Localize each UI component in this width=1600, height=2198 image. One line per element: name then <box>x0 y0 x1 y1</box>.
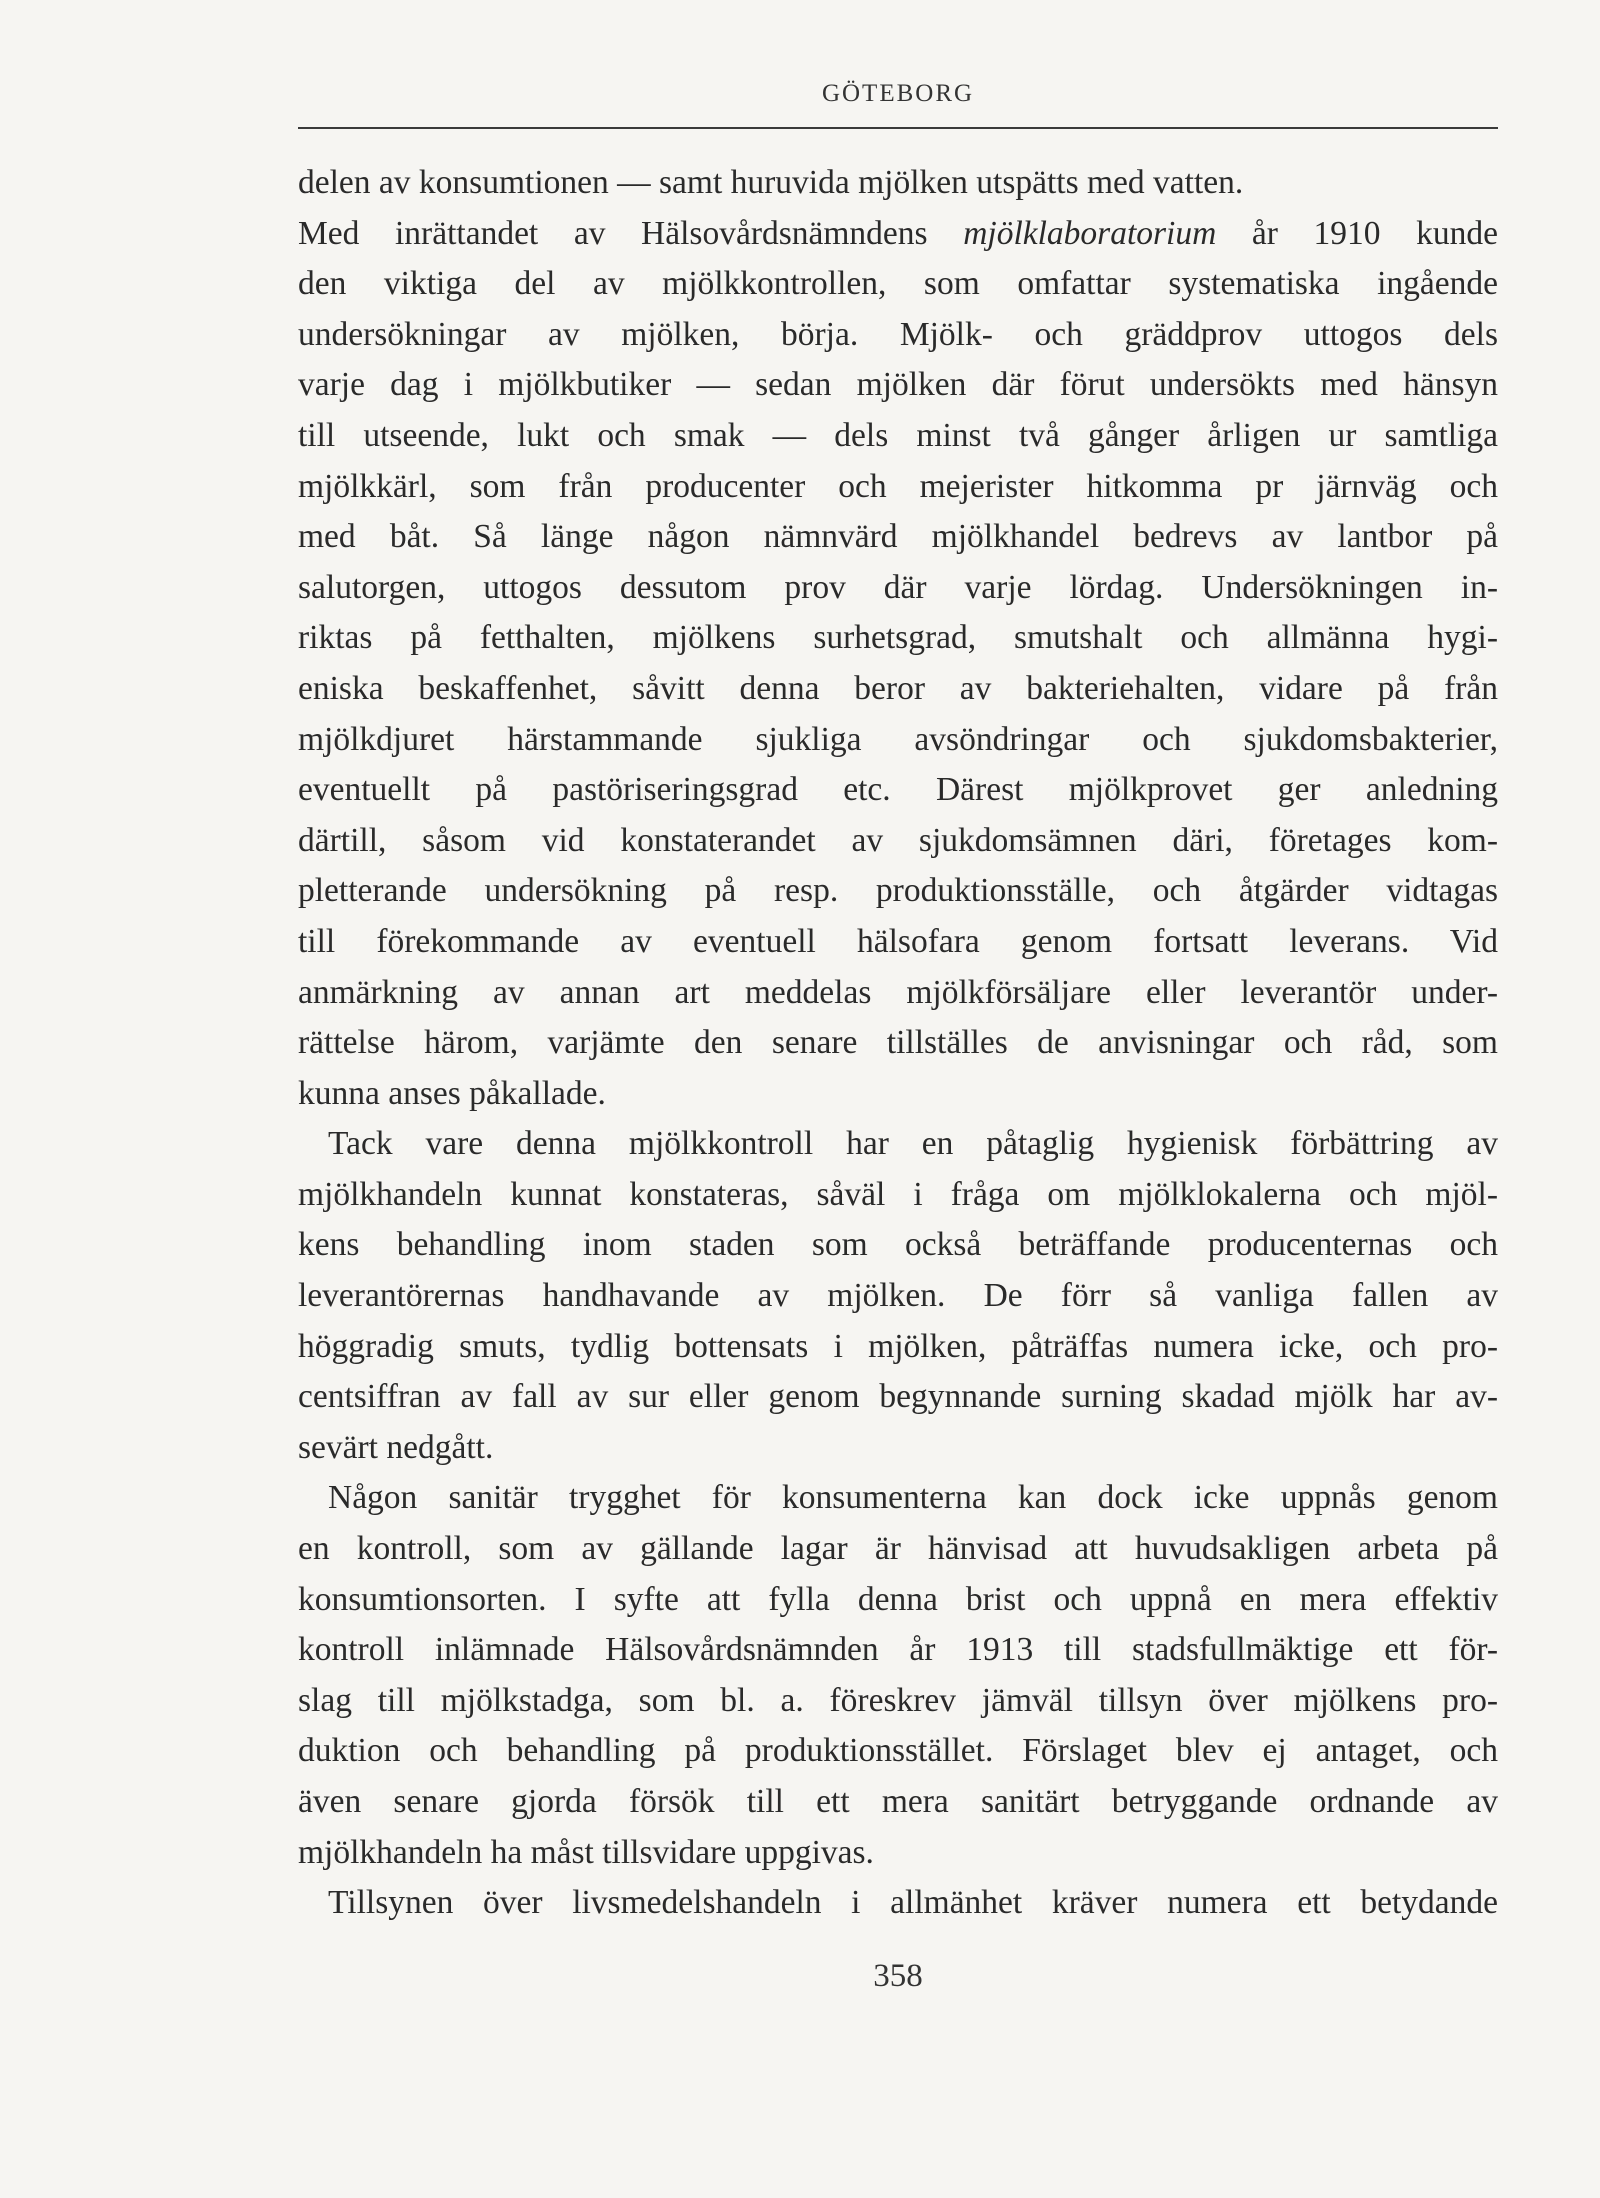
text-line: höggradig smuts, tydlig bottensats i mjölken, påträffas numera icke, och pro- <box>298 1327 1498 1365</box>
text-line: slag till mjölkstadga, som bl. a. föreskrev jämväl tillsyn över mjölkens pro- <box>298 1681 1498 1719</box>
text-line: mjölkkärl, som från producenter och mejerister hitkomma pr järnväg och <box>298 467 1498 505</box>
text-line: rättelse härom, varjämte den senare tillställes de anvisningar och råd, som <box>298 1024 1498 1062</box>
text-line: med båt. Så länge någon nämnvärd mjölkhandel bedrevs av lantbor på <box>298 518 1498 556</box>
text-line: leverantörernas handhavande av mjölken. De förr så vanliga fallen av <box>298 1277 1498 1315</box>
text-line: salutorgen, uttogos dessutom prov där varje lördag. Undersökningen in- <box>298 568 1498 606</box>
text-line: även senare gjorda försök till ett mera sanitärt betryggande ordnande av <box>298 1783 1498 1820</box>
text-segment: Med inrättandet av Hälsovårdsnämndens <box>298 214 964 252</box>
text-line: centsiffran av fall av sur eller genom begynnande surning skadad mjölk har av- <box>298 1378 1498 1416</box>
text-line: till förekommande av eventuell hälsofara genom fortsatt leverans. Vid <box>298 922 1498 960</box>
text-line: kontroll inlämnade Hälsovårdsnämnden år 1913 till stadsfullmäktige ett för- <box>298 1631 1498 1669</box>
header-rule <box>298 127 1498 129</box>
text-line: pletterande undersökning på resp. produktionsställe, och åtgärder vidtagas <box>298 872 1498 910</box>
text-segment: år 1910 kunde <box>1216 214 1498 252</box>
text-line: mjölkdjuret härstammande sjukliga avsöndringar och sjukdomsbakterier, <box>298 720 1498 758</box>
italic-term: mjölklaboratorium <box>963 214 1217 252</box>
text-line: kunna anses påkallade. <box>298 1074 606 1112</box>
text-line: konsumtionsorten. I syfte att fylla denna brist och uppnå en mera effektiv <box>298 1580 1498 1618</box>
text-line: till utseende, lukt och smak — dels minst två gånger årligen ur samtliga <box>298 416 1498 454</box>
text-line: kens behandling inom staden som också beträffande producenternas och <box>298 1226 1498 1264</box>
text-line: eventuellt på pastöriseringsgrad etc. Därest mjölkprovet ger anledning <box>298 771 1498 809</box>
page-number-text: 358 <box>873 1958 923 1994</box>
text-line: Någon sanitär trygghet för konsumenterna kan dock icke uppnås genom <box>328 1479 1498 1517</box>
text-line <box>298 209 1498 260</box>
text-line: undersökningar av mjölken, börja. Mjölk- och gräddprov uttogos dels <box>298 315 1498 353</box>
text-line: en kontroll, som av gällande lagar är hänvisad att huvudsakligen arbeta på <box>298 1530 1498 1568</box>
text-line: Tillsynen över livsmedelshandeln i allmänhet kräver numera ett betydande <box>328 1884 1498 1922</box>
text-line: varje dag i mjölkbutiker — sedan mjölken där förut undersökts med hänsyn <box>298 366 1498 404</box>
text-line: duktion och behandling på produktionsstället. Förslaget blev ej antaget, och <box>298 1732 1498 1770</box>
text-line: mjölkhandeln kunnat konstateras, såväl i fråga om mjölklokalerna och mjöl- <box>298 1175 1498 1213</box>
text-line: eniska beskaffenhet, såvitt denna beror av bakteriehalten, vidare på från <box>298 669 1498 707</box>
text-line: riktas på fetthalten, mjölkens surhetsgrad, smutshalt och allmänna hygi- <box>298 619 1498 657</box>
text-line: den viktiga del av mjölkkontrollen, som omfattar systematiska ingående <box>298 265 1498 303</box>
text-line: sevärt nedgått. <box>298 1428 494 1466</box>
text-line: anmärkning av annan art meddelas mjölkförsäljare eller leverantör under- <box>298 973 1498 1011</box>
text-line: delen av konsumtionen — samt huruvida mjölken utspätts med vatten. <box>298 164 1244 201</box>
text-line: Tack vare denna mjölkkontroll har en påtaglig hygienisk förbättring av <box>328 1125 1498 1163</box>
running-header: GÖTEBORG <box>821 80 975 107</box>
text-line: därtill, såsom vid konstaterandet av sjukdomsämnen däri, företages kom- <box>298 821 1498 859</box>
text-line: mjölkhandeln ha måst tillsvidare uppgivas. <box>298 1833 874 1871</box>
body-text <box>298 158 1498 1929</box>
page-number <box>298 1958 1498 1995</box>
